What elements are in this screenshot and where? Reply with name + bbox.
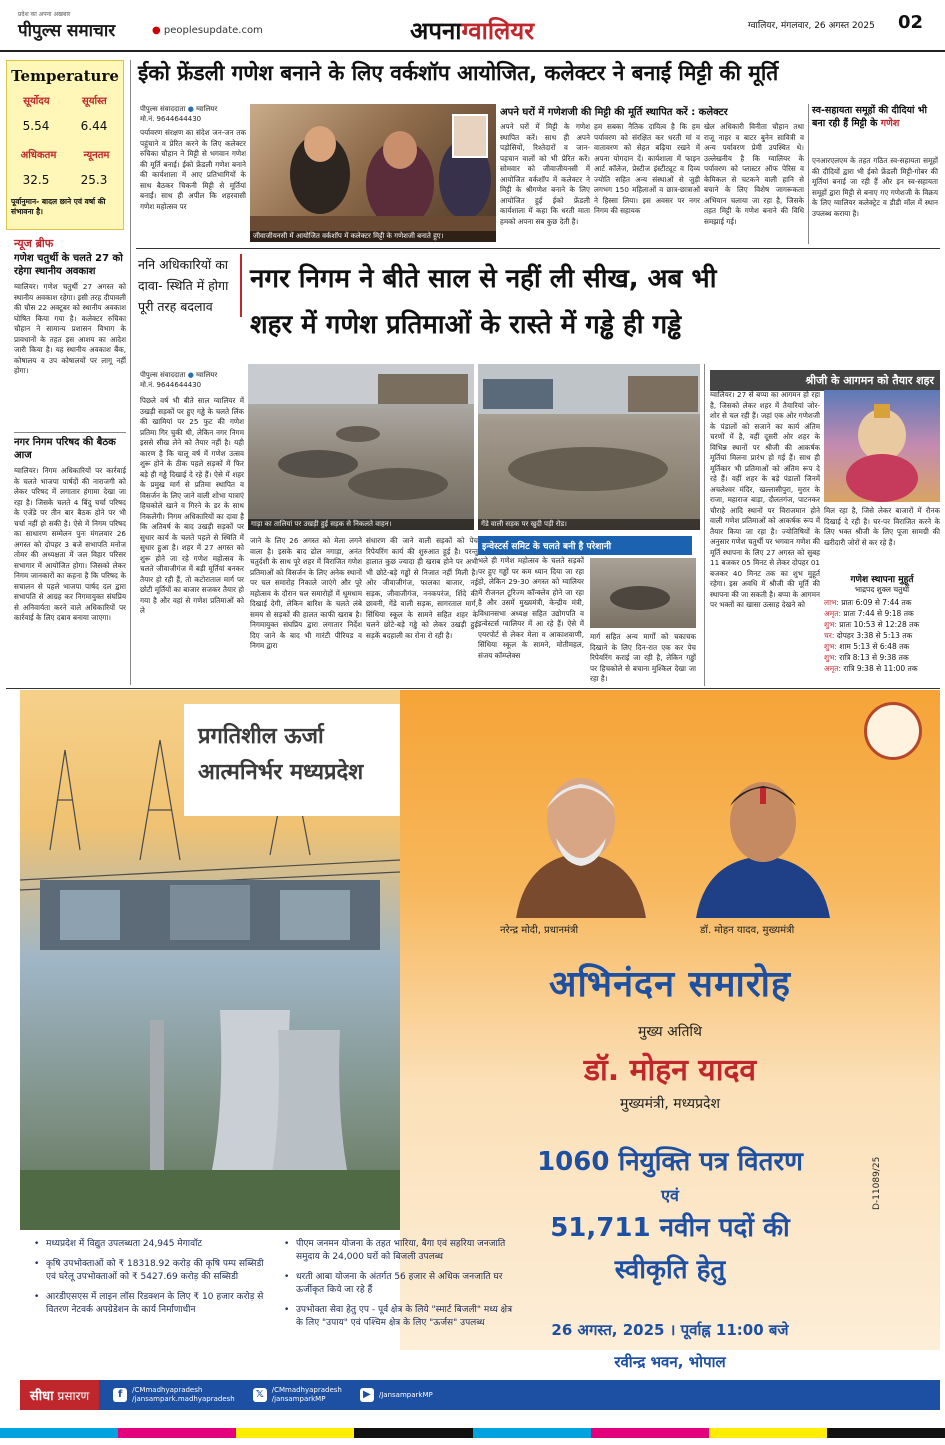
muhurat-time: रात्रि 9:38 से 11:00 तक [843, 664, 918, 673]
govt-advertisement [6, 690, 940, 1414]
dateline: ग्वालियर, मंगलवार, 26 अगस्त 2025 [748, 21, 875, 31]
muhurat-title: गणेश स्थापना मुहूर्त [850, 575, 914, 585]
chief-guest-name: डॉ. मोहन यादव [583, 1053, 757, 1088]
social-link[interactable] [113, 1386, 235, 1404]
approval-line: स्वीकृति हेतु [614, 1255, 726, 1285]
investors-summit-box-title: इन्वेस्टर्स समिट के चलते बनी है परेशानी [478, 536, 692, 555]
story2-col1: पिछले वर्ष भी बीते साल ग्वालियर में उखड़ी सड़कों पर हुए गड्ढे के चलते लिंक की खामियां पर 25 फुट की गणेश प्रतिमा गिर चुकी थी, लेकिन नगर निगम इससे सीख लेने को तैयार नहीं है। यही कारण है कि चालू वर्ष में गणेश उत्सव शुरू होने के ठीक पहले सड़कों में फिर बड़े ही गड्ढे दिखाई दे रहे हैं। ऐसे में शहर के प्रमुख मार्ग से प्रतिमा स्थापित व विसर्जन के लिए जाने वाली शोभा यात्राएं हिचकोले खाने व गिरने के डर के साथ निकलेंगी। निगम अधिकारियों का दावा है कि अतिवर्ष के बाद उखड़ी सड़कों पर सुधार कार्य के चलते पहले से स्थिति में सुधार हुआ है। शहर में 27 अगस्त को शुरू होने जा रहे गणेश महोत्सव के चलते जीवाजीगंज में बड़ी मूर्तियां बनकर तैयार हो रही हैं, तो कटोराताल मार्ग पर छोटी मूर्तियों का बाजार सजकर तैयार हो गया है और वहां से गणेश प्रतिमाओं को ले [140, 396, 244, 615]
muhurat-subtitle: भाद्रपद शुक्ल चतुर्थी [854, 585, 910, 594]
ad-bullet-item: • उपभोक्ता सेवा हेतु एप - पूर्व क्षेत्र के लिये "स्मार्ट बिजली" मध्य क्षेत्र के लिए "उपाय" एवं पश्चिम क्षेत्र के लिए "ऊर्जस" उपलब्ध [284, 1304, 516, 1330]
posts-line: 51,711 नवीन पदों की [550, 1213, 790, 1243]
story2-photo-pothole [590, 558, 696, 628]
story2-photo2-caption: गेंडे वाली सड़क पर खुदी पड़ी रोड। [478, 519, 700, 530]
conjunction-line: एवं [661, 1186, 679, 1205]
story3-photo-caption: मिल रहा है, जिसे लेकर बाजारों में रौनक दिखाई दे रही है। घर-पर विराजित करने के लिए भक्त श्रीजी के लिए पूजा सामग्री की खरीदारी जोरों से कर रहे हैं। [824, 506, 940, 547]
mohan-yadav-portrait [678, 748, 848, 918]
story1-photo-caption: जीवाजीयनसी में आयोजित वर्कशॉप में कलेक्टर मिट्टी के गणेशजी बनाते हुए। [250, 231, 496, 242]
min-temp-value: 25.3 [80, 173, 108, 187]
inset-photo [452, 114, 488, 158]
story2-col3: संधारण की जाने वाली सड़कों को पेच रिपेयरिंग कार्य की शुरुआत हुई है। परन्तु हालात कुछ ज्यादा ही खराब होने पर अभी भी छोटे-बड़े गड्ढों से निजात नहीं मिली है। ओर जीवाजीगंज, फालका बाजार, नई सड़क, जीवाजीगंज, ननकपरंज, शिंदे की छावनी, गेंडे वाली सड़क, सागरताल मार्ग, सिंधिया स्कूल के सामने सहित शहर के चलने छोटे-बड़े गड्ढे को लेकर उखड़ी हुई सड़कें बदहाली का रोना रो रही है। [366, 536, 478, 640]
muhurat-time: प्रातः 6:09 से 7:44 तक [841, 598, 912, 607]
news-brief-label: न्यूज ब्रीफ [14, 237, 54, 250]
brand-name: पीपुल्स समाचार [18, 21, 116, 41]
chief-guest-label: मुख्य अतिथि [637, 1024, 702, 1040]
muhurat-time: दोपहर 3:38 से 5:13 तक [836, 631, 913, 640]
facebook-icon: f [113, 1388, 127, 1402]
muhurat-list [824, 597, 940, 674]
ad-bullets-left [34, 1238, 266, 1324]
max-temp-label: अधिकतम [20, 150, 57, 161]
ad-headline-line1: प्रगतिशील ऊर्जा [198, 724, 324, 749]
social-handle: /JansamparkMP [378, 1390, 433, 1399]
mp-govt-emblem-icon [864, 702, 922, 760]
muhurat-time: शाम 5:13 से 6:48 तक [839, 642, 910, 651]
muhurat-row [824, 641, 940, 652]
min-temp-label: न्यूनतम [83, 150, 110, 161]
muhurat-label: लाभ: [824, 598, 842, 607]
muhurat-time: प्रातः 10:53 से 12:28 तक [839, 620, 920, 629]
brief-body: ग्वालियर। गणेश चतुर्थी 27 अगस्त को स्थानीय अवकाश रहेगा। इसी तरह दीपावली की चौस 22 अक्टूबर को स्थानीय अवकाश घोषित किया गया है। कलेक्टर रुचिका चौहान ने सामान्य प्रशासन विभाग के प्रावधानों के तहत इस आशय का आदेश जारी किया है। यह स्थानीय अवकाश बैंक, कोषालय व उप कोषालयों पर लागू नहीं होगा। [14, 282, 126, 375]
muhurat-row [824, 630, 940, 641]
forecast: पूर्वानुमान- बादल छाने एवं वर्षा की संभावना है। [11, 197, 106, 216]
event-venue: रवीन्द्र भवन, भोपाल [614, 1353, 726, 1371]
section-title: अपनाग्वालियर [410, 17, 535, 45]
sunset-value: 6.44 [80, 119, 108, 133]
modi-portrait [496, 748, 666, 918]
sunrise-label: सूर्योदय [23, 96, 50, 107]
max-temp-value: 32.5 [22, 173, 50, 187]
pothole-closeup-photo [590, 558, 696, 628]
muhurat-box [824, 572, 940, 674]
story1-side-body: एनआरएलएम के तहत गठित स्व-सहायता समूहों की दीदियों द्वारा भी ईको फ्रेंडली मिट्टी-गोबर की मूर्तियां बनाई जा रही हैं और इन स्व-सहायता समूहों द्वारा मिट्टी से बनाए गए गणेशजी के विक्रय के लिए ग्वालियर कलेक्ट्रेट व डीडी मॉल में स्थान उपलब्ध कराया है। [812, 156, 938, 218]
dug-road-photo [478, 364, 700, 530]
ad-bullet-item: • आरडीएसएस में लाइन लॉस रिडक्शन के लिए ₹ 10 हजार करोड़ से वितरण नेटवर्क अपग्रेडेशन के कार्य निर्माणाधीन [34, 1291, 266, 1317]
muhurat-label: शुभ: [824, 642, 840, 651]
story2-headline: नगर निगम ने बीते साल से नहीं ली सीख, अब भी शहर में गणेश प्रतिमाओं के रास्ते में गड्ढे ही गड्ढे [250, 264, 717, 340]
globe-icon: ● [152, 25, 161, 36]
muhurat-label: अमृत: [824, 664, 844, 673]
story1-col4: खेल अधिकारी विनीता चौहान तथा राजू नाहर व बाटर बुनेन सावित्री व अन्य पर्यावरण प्रेमी उपस्थित थे। उल्लेखनीय है कि ग्वालियर के पर्यावरण को प्लास्टर ऑफ पेरिस व केमिकल से चटकने वाली हानि से बचाने के लिए विशेष जागरूकता अभियान चलाया जा रहा है, जिसके तहत मिट्टी के गणेश बनाने की विधि समझाई गई। [704, 122, 804, 226]
ganesh-idol-photo [824, 390, 940, 502]
story1-photo [250, 104, 496, 242]
print-color-bar [0, 1428, 945, 1438]
brief-headline: नगर निगम परिषद की बैठक आज [14, 437, 116, 461]
sunset-label: सूर्यास्त [81, 96, 107, 107]
muhurat-label: शुभ: [824, 653, 840, 662]
x-icon: 𝕏 [253, 1388, 267, 1402]
story1-byline: पीपुल्स संवाददाता ● ग्वालियर मो.नं. 9644644430 [140, 105, 218, 123]
muhurat-time: प्रातः 7:44 से 9:18 तक [843, 609, 914, 618]
sunrise-value: 5.54 [22, 119, 50, 133]
muhurat-row [824, 652, 940, 663]
story2-col2: जाने के लिए 26 अगस्त को मेला लगने वाला है। इसके बाद ढोल नगाड़ा, अनंत चतुर्दशी के साथ पूरे शहर में विराजित गणेश प्रतिमाओं को विसर्जन के लिए अनेक स्थानों पर चल समारोह निकाले जाएंगे और पूरे महोत्सव के दौरान चल समारोहों में धूमधाम दिखाई देगी, लेकिन बारिश के चलते लंबे समय से सड़कों की हालत काफी खराब है। निगमायुक्त संघप्रिय द्वारा लगातार निर्देश दिए जाने के बाद भी गारंटी पीरियड व निगम द्वारा [250, 536, 362, 650]
story1-col2: अपने घरों में मिट्टी के गणेश स्थापित करें। साथ ही अपने पड़ोसियों, रिश्तेदारों व जान-पहचान वालों को भी प्रेरित करें। सोमवार को जीवाजीयनसी में आयोजित वर्कशॉप में कलेक्टर ने मिट्टी के श्रीगणेश बनाने के लिए आयोजित हुई ईको फ्रेंडली कार्यशाला में कहा कि धरती माता हमको अपना सब कुछ देती है। [500, 122, 590, 226]
event-title: अभिनंदन समारोह [548, 964, 792, 1005]
story1-subhead: अपने घरों में गणेशजी की मिट्टी की मूर्ति स्थापित करें : कलेक्टर [500, 107, 728, 118]
leader1-portrait [496, 748, 666, 918]
story3-body: ग्वालियर। 27 से बप्पा का आगमन हो रहा है, जिसको लेकर शहर में तैयारियां जोर-शोर से चल रही हैं। जहां एक ओर गणेशजी के पंडालों को सजाने का कार्य अंतिम चरणों में है, वहीं दूसरी ओर शहर के विभिन्न स्थानों पर श्रीजी की आकर्षक मूर्तियां मिलना प्रारंभ हो गई हैं। साथ ही मूर्तिकार भी प्रतिमाओं को अंतिम रूप दे रहे हैं। वहीं शहर के बड़े पंडालों जिनमें अचलेश्वर मंदिर, खल्लासीपुरा, मुरार के राजा, महाराज बाड़ा, दौलतगंज, पाटनकर चौराहे आदि स्थानों पर विराजमान होने वाली गणेश प्रतिमाओं को आकर्षक रूप में तैयार किया जा रहा है। ज्योतिषियों के अनुसार गणेश चतुर्थी पर भगवान गणेश की मूर्ति स्थापना के लिए 27 अगस्त को सुबह 11 बजकर 05 मिनट से लेकर दोपहर 01 बजकर 40 मिनट तक का शुभ मुहूर्त रहेगा। इस अवधि में श्रीजी की मूर्ति की स्थापना की जा सकती है। बप्पा के आगमन पर भक्तों का खासा उत्साह देखने को [710, 390, 820, 609]
story2-byline: पीपुल्स संवाददाता ● ग्वालियर मो.नं. 9644644430 [140, 371, 218, 389]
leader1-caption: नरेन्द्र मोदी, प्रधानमंत्री [500, 925, 579, 936]
event-date: 26 अगस्त, 2025 । पूर्वाह्न 11:00 बजे [551, 1321, 789, 1339]
story3-title: श्रीजी के आगमन को तैयार शहर [710, 370, 940, 391]
masthead [0, 0, 945, 52]
brief-body: ग्वालियर। निगम अधिकारियों पर कार्रवाई के चलते भाजपा पार्षदों की नाराजगी को लेकर परिषद में लगातार हंगामा देखा जा रहा है। जिसके चलते 4 बिंदु चर्चा परिषद के एजेंडे पर तीन बार बैठक होने पर भी चर्चा नहीं हो सकी है। ऐसे में निगम परिषद का साधारण सम्मेलन पुनः मंगलवार 26 अगस्त को दोपहर 3 बजे सभापति मनोज तोमर की अध्यक्षता में जल विहार परिसर सभागार में आयोजित होगा। जिसको लेकर निगम जानकारों का कहना है कि परिषद के सचालन से पहले भाजपा पार्षद दल द्वारा सभापति से आग्रह कर निगमायुक्त संघप्रिय से अनिवार्यता करने वाले अधिकारियों पर कार्रवाई के लिए दबाव बनाया जाएगा। [14, 466, 126, 622]
news-brief-item [14, 252, 126, 430]
social-links [113, 1386, 433, 1404]
story1-col3: हम सबका नैतिक दायित्व है कि हम पर्यावरण को संरक्षित कर धरती मां व वातावरण को सेहत बढ़िया रखने में अपना योगदान दें। कार्यशाला में फाइन आर्ट कॉलेज, प्रेस्टीज इंस्टीट्यूट व दिव्य ज्योति सहित अन्य संस्थाओं से जुड़ी लगभग 150 महिलाओं व छात्र-छात्राओं ने हिस्सा लिया। इस अवसर पर नगर निगम की सहायक [594, 122, 700, 215]
brand-tag: प्रदेश का अपना अखबार [18, 11, 71, 18]
muhurat-label: अमृत: [824, 609, 844, 618]
muhurat-row [824, 597, 940, 608]
story2-kicker: ननि अधिकारियों का दावा- स्थिति में होगा पूरी तरह बदलाव [138, 254, 242, 317]
investors-summit-box-body: भले ही गणेश महोत्सव के चलते सड़कों पर हुए गड्ढों पर कम ध्यान दिया जा रहा हो, लेकिन 29-30 अगस्त को ग्वालियर में रीजनल टूरिज्म कॉन्क्लेव होने जा रहा है और उसमें मुख्यमंत्री, केन्द्रीय मंत्री, विधानसभा अध्यक्ष सहित उद्योगपति व इन्वेस्टर्स ग्वालियर में आ रहे हैं। ऐसे में एयरपोर्ट से लेकर मेला व आकाशवाणी, सिंधिया स्कूल के सामने, मोतीमहल, संजय कॉम्प्लेक्स [478, 556, 584, 660]
youtube-icon: ▶ [360, 1388, 374, 1402]
leader2-portrait [678, 748, 848, 918]
brief-headline: गणेश चतुर्थी के चलते 27 को रहेगा स्थानीय अवकाश [14, 253, 123, 277]
ad-bullets-right [284, 1238, 516, 1337]
ad-headline-line2: आत्मनिर्भर मध्यप्रदेश [198, 760, 364, 785]
muhurat-label: चर: [824, 631, 837, 640]
story1-side-headline: स्व-सहायता समूहों की दीदियां भी बना रही हैं मिट्टी के गणेश [812, 105, 927, 129]
weather-title: Temperature [11, 67, 119, 85]
social-link[interactable] [360, 1386, 433, 1404]
muhurat-label: शुभ: [824, 620, 840, 629]
ad-code: D-11089/25 [872, 1156, 882, 1210]
ad-bullet-item: • पीएम जनमन योजना के तहत भारिया, बैगा एवं सहरिया जनजाति समुदाय के 24,000 घरों को बिजली उपलब्ध [284, 1238, 516, 1264]
story2-photo-road2 [478, 364, 700, 530]
social-handle: /CMmadhyapradesh /jansamparkMP [271, 1386, 342, 1403]
appointment-line: 1060 नियुक्ति पत्र वितरण [537, 1147, 803, 1177]
muhurat-row [824, 663, 940, 674]
muhurat-row [824, 608, 940, 619]
ad-bullet-item: • मध्यप्रदेश में विद्युत उपलब्धता 24,945 मेगावॉट [34, 1238, 266, 1251]
story1-headline: ईको फ्रेंडली गणेश बनाने के लिए वर्कशॉप आयोजित, कलेक्टर ने बनाई मिट्टी की मूर्ति [138, 61, 779, 85]
ganesh-idol-image [824, 390, 940, 502]
story2-photo-road1 [248, 364, 474, 530]
pothole-road-photo [248, 364, 474, 530]
ad-footer [20, 1380, 940, 1410]
story2-photo3-caption: मार्ग सहित अन्य मार्गों को चकाचक दिखाने के लिए दिन-रात एक कर पेच रिपेयरिंग कराई जा रही है, लेकिन गड्ढों पर हिचकोले से बचाना मुश्किल देखा जा रहा है। [590, 632, 696, 683]
weather-box [6, 60, 124, 230]
story1-body: पर्यावरण संरक्षण का संदेश जन-जन तक पहुंचाने व प्रेरित करने के लिए कलेक्टर रुचिका चौहान ने मिट्टी से भगवान गणेश की मूर्ति बनाई। ईको फ्रेंडली गणेश बनाने की कार्यशाला में आए प्रतिभागियों के साथ बैठकर चिकनी मिट्टी से मूर्तियां बनाईं। साथ ही अपील कि शहरवासी गणेश महोत्सव पर [140, 128, 246, 211]
muhurat-row [824, 619, 940, 630]
leader2-caption: डॉ. मोहन यादव, मुख्यमंत्री [700, 925, 795, 936]
social-link[interactable] [253, 1386, 342, 1404]
social-handle: /CMmadhyapradesh /jansampark.madhyapradesh [132, 1386, 235, 1403]
ad-bullet-item: • धरती आबा योजना के अंतर्गत 56 हजार से अधिक जनजाति घर ऊर्जीकृत किये जा रहे हैं [284, 1271, 516, 1297]
brand-logo [18, 10, 115, 41]
muhurat-time: रात्रि 8:13 से 9:38 तक [839, 653, 909, 662]
story2-photo1-caption: गाड़ा का तालियां पर उखड़ी हुई सड़क से निकलते वाहन। [248, 519, 474, 530]
live-badge[interactable]: सीधा प्रसारण [20, 1380, 99, 1410]
news-brief-item [14, 436, 126, 684]
website-link[interactable]: ● peoplesupdate.com [152, 25, 263, 36]
page-number: 02 [898, 12, 924, 33]
ad-bullet-item: • कृषि उपभोक्ताओं को ₹ 18318.92 करोड़ की कृषि पम्प सब्सिडी एवं घरेलू उपभोक्ताओं को ₹ 5427.69 करोड़ की सब्सिडी [34, 1258, 266, 1284]
chief-guest-title: मुख्यमंत्री, मध्यप्रदेश [620, 1096, 720, 1112]
